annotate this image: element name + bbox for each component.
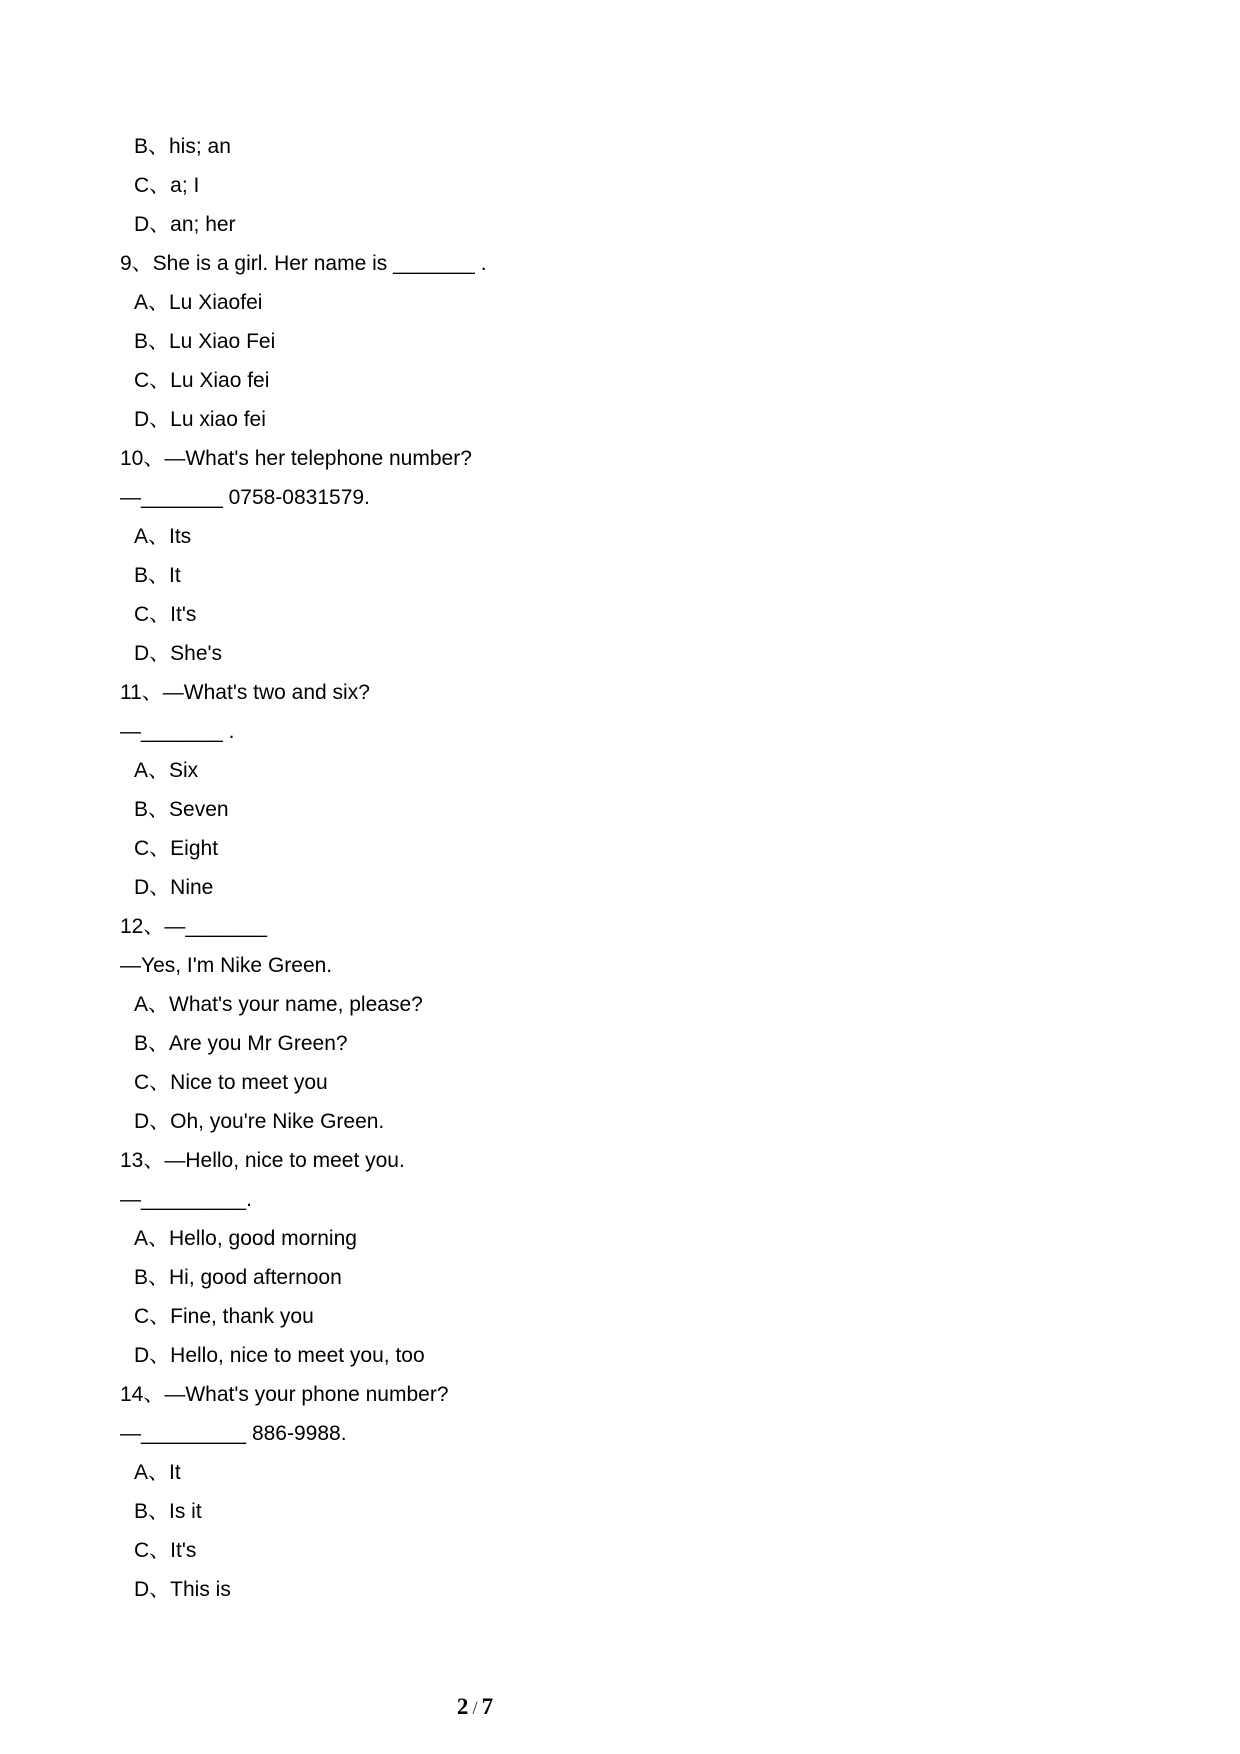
question-line: 11、—What's two and six? [120, 681, 370, 704]
page-separator: / [472, 1698, 478, 1719]
answer-option: C、Lu Xiao fei [134, 369, 270, 392]
question-line: 10、—What's her telephone number? [120, 447, 472, 470]
answer-option: A、Hello, good morning [134, 1227, 357, 1250]
answer-option: C、Nice to meet you [134, 1071, 328, 1094]
question-line: 13、—Hello, nice to meet you. [120, 1149, 405, 1172]
answer-option: B、Are you Mr Green? [134, 1032, 348, 1055]
total-pages: 7 [481, 1694, 494, 1719]
answer-option: A、Lu Xiaofei [134, 291, 263, 314]
answer-option: D、an; her [134, 213, 236, 236]
answer-option: B、Seven [134, 798, 229, 821]
answer-option: A、What's your name, please? [134, 993, 423, 1016]
question-line: —_______ 0758-0831579. [120, 486, 370, 509]
answer-option: A、It [134, 1461, 181, 1484]
answer-option: C、Eight [134, 837, 219, 860]
answer-option: D、She's [134, 642, 223, 665]
current-page: 2 [456, 1694, 469, 1719]
answer-option: D、Hello, nice to meet you, too [134, 1344, 425, 1367]
answer-option: C、Fine, thank you [134, 1305, 314, 1328]
answer-option: D、This is [134, 1578, 231, 1601]
answer-option: A、Its [134, 525, 192, 548]
question-line: —_________. [120, 1188, 252, 1211]
answer-option: B、Is it [134, 1500, 202, 1523]
question-line: 9、She is a girl. Her name is _______ . [120, 252, 487, 275]
question-line: —_______ . [120, 720, 235, 743]
question-line: —Yes, I'm Nike Green. [120, 954, 333, 977]
question-line: 14、—What's your phone number? [120, 1383, 449, 1406]
answer-option: B、his; an [134, 135, 231, 158]
question-line: 12、—_______ [120, 915, 268, 938]
answer-option: B、Hi, good afternoon [134, 1266, 342, 1289]
answer-option: B、Lu Xiao Fei [134, 330, 276, 353]
page-number [0, 1694, 950, 1720]
answer-option: D、Nine [134, 876, 214, 899]
answer-option: A、Six [134, 759, 199, 782]
answer-option: C、It's [134, 1539, 197, 1562]
answer-option: C、It's [134, 603, 197, 626]
answer-option: D、Lu xiao fei [134, 408, 266, 431]
question-line: —_________ 886-9988. [120, 1422, 347, 1445]
answer-option: D、Oh, you're Nike Green. [134, 1110, 385, 1133]
answer-option: B、It [134, 564, 181, 587]
document-body [120, 127, 1120, 1609]
answer-option: C、a; I [134, 174, 200, 197]
